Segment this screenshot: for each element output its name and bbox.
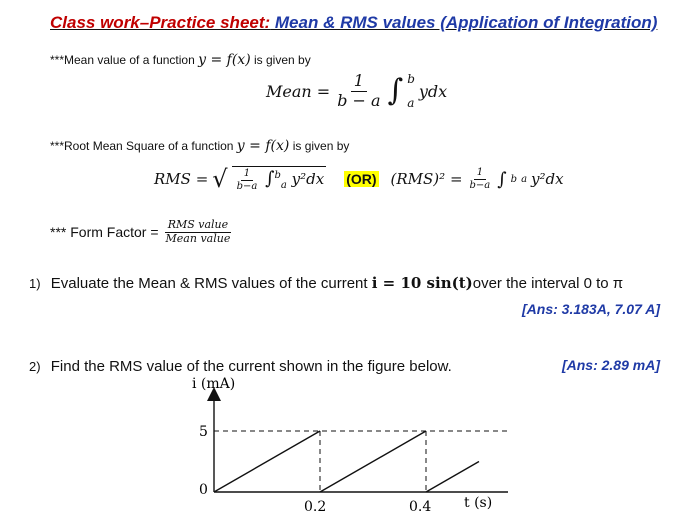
waveform-ramp-4 [426,462,479,493]
mean-fraction [334,72,383,110]
rms2-upper-limit: b [510,173,518,185]
integral-sign: ∫ [497,168,507,190]
integral-sign: ∫ [265,168,275,189]
or-label: (OR) [346,171,377,187]
mean-formula [266,72,447,110]
q2-number: 2) [29,359,41,374]
rms-lhs: RMS = [154,170,209,188]
q2-answer: [Ans: 2.89 mA] [561,357,660,373]
mean-upper-limit: b [407,72,415,86]
mean-frac-num: 1 [351,72,367,91]
q2-text: Find the RMS value of the current shown in the figure below. [50,358,452,375]
q1-text: Evaluate the Mean & RMS values of the current [50,275,368,292]
rms2-lower-limit: a [521,173,528,185]
question-1 [29,274,623,292]
rms-upper-limit: b [274,170,281,181]
rms2-fraction [467,167,494,191]
q1-number: 1) [29,276,41,291]
mean-def-suffix: is given by [254,53,311,67]
y-tick-label-5: 5 [199,424,208,440]
sqrt-sign: √ [212,165,228,193]
rms-fraction [234,168,261,192]
waveform-figure [180,374,520,524]
integral-sign: ∫ [387,73,404,108]
mean-lhs: Mean = [266,81,331,101]
mean-limits [407,72,415,110]
rms2-frac-den: b−a [469,179,491,191]
rms-frac-num: 1 [241,168,253,181]
sqrt-content [232,166,327,192]
page-title [50,13,657,33]
mean-def-prefix: ***Mean value of a function [50,53,195,67]
rms-frac-den: b−a [236,180,258,192]
q1-answer: [Ans: 3.183A, 7.07 A] [522,301,660,317]
form-factor-label: *** Form Factor = [50,224,159,241]
rms2-frac-num: 1 [474,167,486,180]
mean-frac-den: b − a [337,90,381,110]
mean-definition [50,52,311,68]
form-factor [50,219,233,245]
title-part-1: Class work–Practice sheet: [50,13,271,32]
origin-label: 0 [199,482,208,498]
q1-tail: over the interval 0 to π [472,275,624,292]
rms-def-func: y = f(x) [236,138,290,154]
rms-formula [154,165,564,193]
rms-def-suffix: is given by [292,139,350,153]
title-part-2: Mean & RMS values (Application of Integration) [270,13,658,32]
mean-lower-limit: a [407,96,415,110]
form-factor-fraction [163,219,234,245]
y-axis-label: i (mA) [192,376,236,392]
waveform-ramp-2 [320,431,426,492]
q1-equation: i = 10 sin(t) [371,274,473,292]
x-tick-label-0-4: 0.4 [409,499,432,515]
form-factor-den: Mean value [165,231,231,245]
question-2 [29,358,452,375]
rms-lower-limit: a [280,180,287,191]
mean-integrand: ydx [418,81,448,101]
rms-squared-lhs: (RMS)² = [390,170,463,188]
rms-definition [50,138,349,154]
form-factor-num: RMS value [165,219,231,233]
rms-def-prefix: ***Root Mean Square of a function [50,139,234,153]
x-axis-label: t (s) [464,495,493,511]
rms-integrand: y²dx [291,170,325,188]
rms2-integrand: y²dx [531,170,564,188]
x-tick-label-0-2: 0.2 [304,499,327,515]
mean-def-func: y = f(x) [198,52,251,68]
waveform-ramp-0 [214,431,320,492]
